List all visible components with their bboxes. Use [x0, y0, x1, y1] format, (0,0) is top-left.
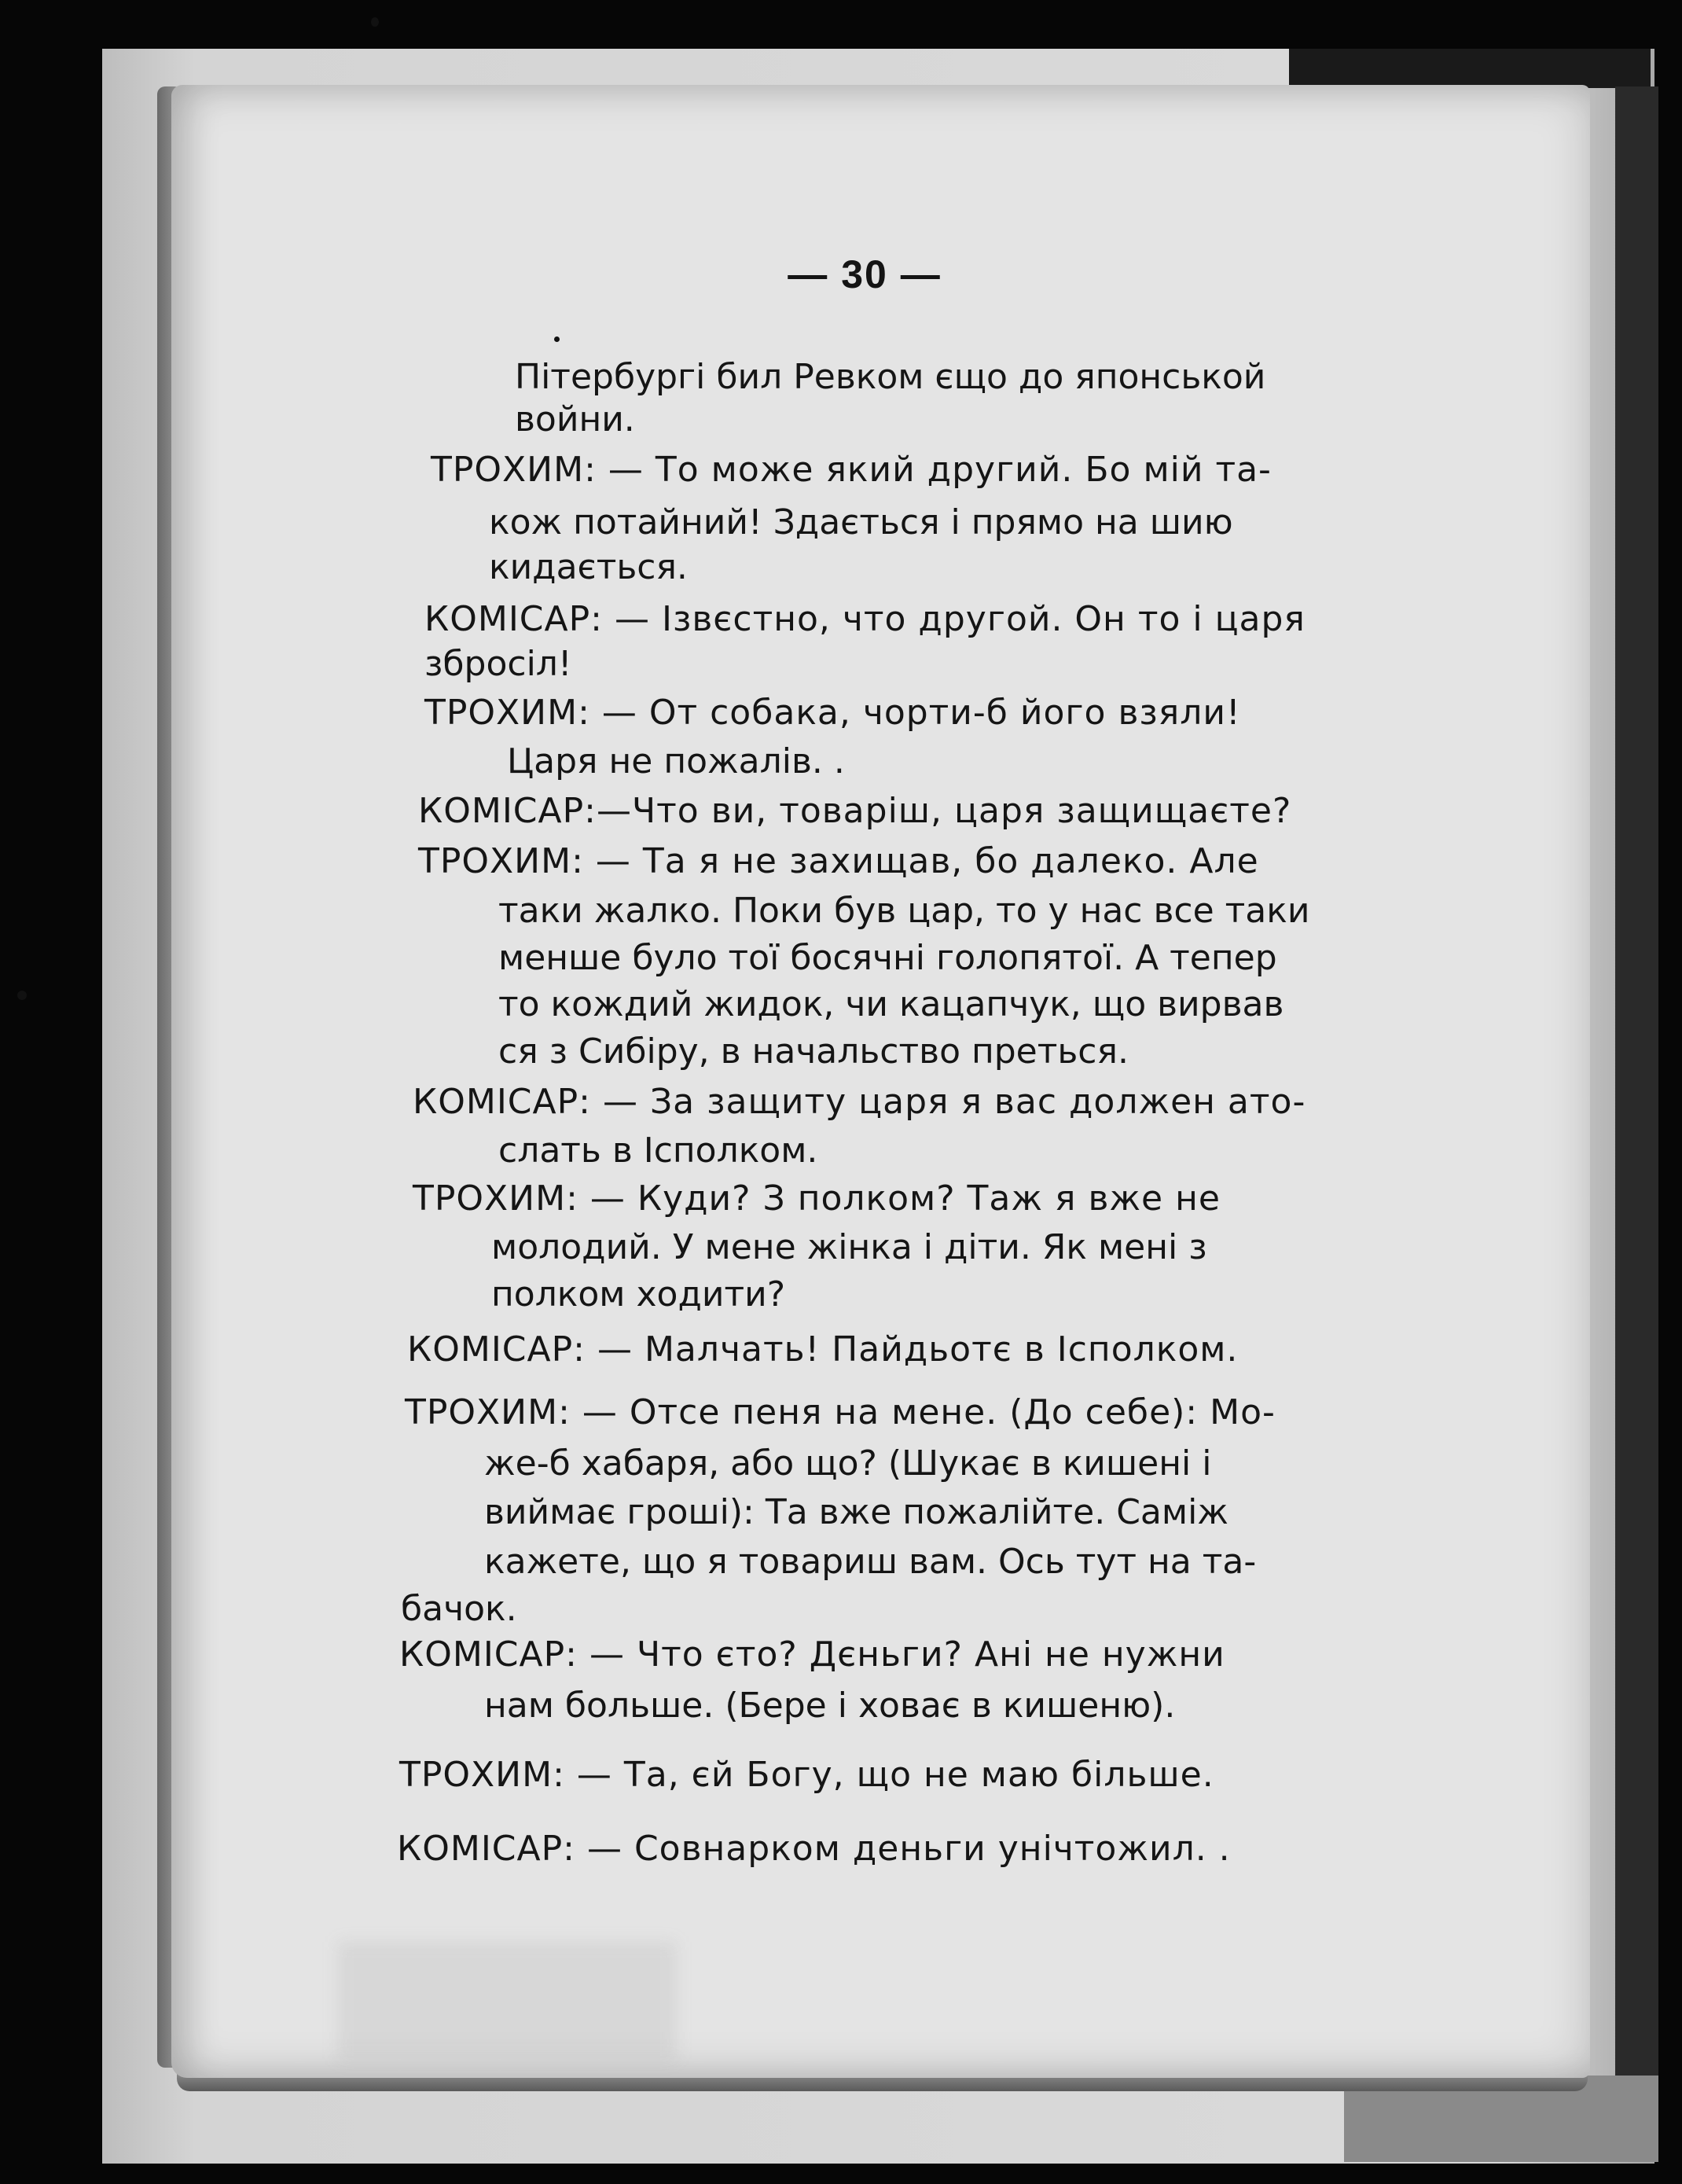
board-dark-corner: [1289, 49, 1651, 88]
board-right-edge: [1615, 86, 1658, 2146]
text-line: кидається.: [489, 547, 688, 587]
dialogue-line: ТРОХИМ: — Та, єй Богу, що не маю більше.: [399, 1755, 1214, 1795]
text-line: ся з Сибіру, в начальство преться.: [498, 1031, 1129, 1072]
text-line: кож потайний! Здається і прямо на шию: [489, 502, 1233, 542]
text-line: Царя не пожалів. .: [507, 741, 845, 781]
text-line: полком ходити?: [491, 1274, 786, 1314]
scan-speck: [554, 336, 560, 342]
dialogue-line: КОМІСАР:—Что ви, товаріш, царя защищаєте?: [418, 791, 1292, 831]
scan-speck: [371, 17, 379, 27]
dialogue-line: КОМІСАР: — Малчать! Пайдьотє в Ісполком.: [407, 1329, 1239, 1370]
text-line: менше було тої босячні голопятої. А тепер: [498, 938, 1277, 978]
dialogue-line: КОМІСАР: — За защиту царя я вас должен ато-: [413, 1082, 1306, 1122]
text-line: нам больше. (Бере і ховає в кишеню).: [484, 1686, 1176, 1726]
text-line: то кождий жидок, чи кацапчук, що вирвав: [498, 984, 1284, 1024]
page-number: — 30 —: [788, 252, 942, 296]
dialogue-line: КОМІСАР: — Совнарком деньги унічтожил. .: [397, 1829, 1231, 1869]
text-line: молодий. У мене жінка і діти. Як мені з: [491, 1227, 1207, 1267]
text-line: виймає гроші): Та вже пожалійте. Саміж: [484, 1492, 1228, 1532]
dialogue-line: ТРОХИМ: — Та я не захищав, бо далеко. Але: [418, 841, 1259, 881]
text-line: бачок.: [401, 1589, 517, 1629]
text-line: войни.: [515, 399, 635, 439]
text-line: збросіл!: [424, 644, 572, 684]
paper-smudge: [338, 1942, 676, 2060]
dialogue-line: КОМІСАР: — Ізвєстно, что другой. Он то і царя: [424, 599, 1306, 639]
dialogue-line: ТРОХИМ: — Куди? З полком? Таж я вже не: [413, 1178, 1221, 1219]
text-line: же-б хабаря, або що? (Шукає в кишені і: [484, 1443, 1212, 1484]
text-line: слать в Ісполком.: [498, 1131, 818, 1171]
dialogue-line: ТРОХИМ: — Отсе пеня на мене. (До себе): Мо-: [405, 1392, 1276, 1432]
text-line: кажете, що я товариш вам. Ось тут на та-: [484, 1542, 1257, 1582]
scan-speck: [17, 991, 27, 1000]
text-line: Пітербургі бил Ревком єщо до японськой: [515, 357, 1266, 397]
dialogue-line: КОМІСАР: — Что єто? Дєньги? Ані не нужни: [399, 1634, 1225, 1675]
text-line: таки жалко. Поки був цар, то у нас все таки: [498, 891, 1310, 931]
dialogue-line: ТРОХИМ: — От собака, чорти-б його взяли!: [424, 693, 1241, 733]
dialogue-line: ТРОХИМ: — То може який другий. Бо мій та-: [431, 450, 1272, 490]
